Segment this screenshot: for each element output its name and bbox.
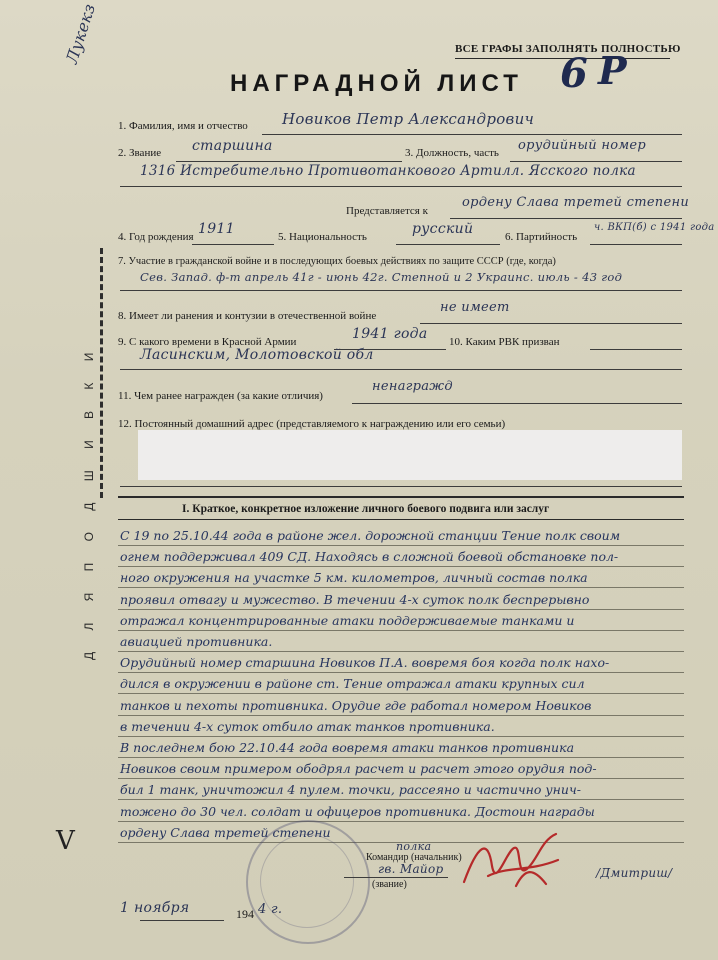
narrative-line: тожено до 30 чел. солдат и офицеров противника. Достоин награды [120, 803, 595, 819]
binding-dashed-line [100, 248, 103, 498]
date-value: 1 ноября [120, 900, 190, 916]
field-11-line [352, 403, 682, 404]
narrative-rule [118, 799, 684, 800]
narrative-rule [118, 609, 684, 610]
unit-line [120, 186, 682, 187]
represented-line [450, 218, 682, 219]
narrative-line: ордену Слава третей степени [120, 824, 331, 840]
narrative-line: ного окружения на участке 5 км. километров, личный состав полка [120, 570, 588, 586]
field-6-label: 6. Партийность [505, 231, 578, 243]
field-2-line [176, 161, 402, 162]
section-heading-rule [118, 519, 684, 520]
narrative-line: дился в окружении в районе ст. Тение отражал атаки крупных сил [120, 676, 585, 692]
field-6-value: ч. ВКП(б) с 1941 года [594, 222, 715, 233]
field-4-line [192, 244, 274, 245]
field-7-label: 7. Участие в гражданской войне и в последующих боевых действиях по защите СССР (где, когда) [118, 256, 556, 267]
field-9-value: 1941 года [352, 326, 428, 342]
narrative-line: танков и пехоты противника. Орудие где работал номером Новиков [120, 697, 592, 713]
year-prefix: 194 [236, 907, 254, 921]
fill-all-note: ВСЕ ГРАФЫ ЗАПОЛНЯТЬ ПОЛНОСТЬЮ [455, 43, 681, 55]
corner-letter: Р [598, 48, 627, 93]
field-8-value: не имеет [440, 300, 510, 315]
field-2-label: 2. Звание [118, 147, 162, 159]
margin-handwriting: Лукекз [62, 1, 100, 66]
field-9-label: 9. С какого времени в Красной Армии [118, 336, 297, 348]
narrative-rule [118, 672, 684, 673]
field-10-line-b [120, 369, 682, 370]
narrative-line: авиацией противника. [120, 634, 273, 649]
check-mark: V [56, 826, 76, 856]
narrative-line: Орудийный номер старшина Новиков П.А. вовремя боя когда полк нахо- [120, 655, 610, 671]
narrative-line: в течении 4-х суток отбило атак танков противника. [120, 718, 495, 734]
field-1-label: 1. Фамилия, имя и отчество [118, 120, 248, 132]
rank-line [344, 877, 448, 878]
narrative-rule [118, 821, 684, 822]
redacted-address [138, 430, 682, 480]
field-4-value: 1911 [198, 221, 235, 237]
commander-label: Командир (начальник) [366, 852, 462, 863]
narrative-line: Новиков своим примером ободрял расчет и расчет этого орудия под- [120, 761, 597, 777]
binding-margin-label: Д Л Я П О Д Ш И В К И [82, 343, 96, 660]
represented-value: ордену Слава третей степени [462, 195, 690, 210]
narrative-rule [118, 630, 684, 631]
field-10-line-a [590, 349, 682, 350]
field-2-value: старшина [192, 138, 273, 154]
field-10-value: Ласинским, Молотовской обл [140, 347, 374, 363]
narrative-rule [118, 545, 684, 546]
field-7-value: Сев. Запад. ф-т апрель 41г - июнь 42г. Степной и 2 Украинс. июль - 43 год [140, 270, 623, 284]
page-title: НАГРАДНОЙ ЛИСТ [230, 70, 523, 97]
field-8-line [420, 323, 682, 324]
commander-value: полка [396, 840, 432, 853]
red-signature [458, 826, 568, 898]
field-3-value: орудийный номер [518, 138, 647, 153]
field-6-line [590, 244, 682, 245]
narrative-line: В последнем бою 22.10.44 года вовремя атаки танков противника [120, 740, 575, 755]
field-5-label: 5. Национальность [278, 231, 367, 243]
field-3-line [510, 161, 682, 162]
represented-label: Представляется к [346, 205, 428, 217]
narrative-rule [118, 778, 684, 779]
narrative-rule [118, 736, 684, 737]
section-top-rule [118, 496, 684, 498]
narrative-line: проявил отвагу и мужество. В течении 4-х суток полк беспрерывно [120, 591, 590, 607]
rank-label: (звание) [372, 879, 407, 890]
field-5-value: русский [412, 221, 474, 237]
year-suffix: 4 г. [258, 902, 283, 917]
narrative-rule [118, 651, 684, 652]
field-7-line [120, 290, 682, 291]
corner-number: 6 [560, 50, 588, 97]
commander-name: /Дмитриш/ [596, 866, 673, 880]
field-10-label: 10. Каким РВК призван [449, 336, 560, 348]
field-1-value: Новиков Петр Александрович [282, 110, 535, 128]
narrative-rule [118, 587, 684, 588]
field-5-line [396, 244, 500, 245]
narrative-rule [118, 757, 684, 758]
field-11-label: 11. Чем ранее награжден (за какие отличия) [118, 390, 323, 402]
narrative-rule [118, 715, 684, 716]
narrative-line: огнем поддерживал 409 СД. Находясь в сложной боевой обстановке пол- [120, 549, 619, 565]
narrative-line: отражал концентрированные атаки поддерживаемые танками и [120, 612, 575, 628]
field-12-label: 12. Постоянный домашний адрес (представляемого к награждению или его семьи) [118, 418, 506, 430]
field-1-line [262, 134, 682, 135]
field-3-label: 3. Должность, часть [405, 147, 499, 159]
field-11-value: ненагражд [372, 379, 453, 394]
unit-value: 1316 Истребительно Противотанкового Артилл. Ясского полка [140, 163, 636, 179]
field-4-label: 4. Год рождения [118, 231, 194, 243]
field-8-label: 8. Имеет ли ранения и контузии в отечественной войне [118, 310, 377, 322]
narrative-rule [118, 693, 684, 694]
field-12-line [120, 486, 682, 487]
section-heading: I. Краткое, конкретное изложение личного боевого подвига или заслуг [182, 503, 550, 515]
narrative-line: С 19 по 25.10.44 года в районе жел. дорожной станции Тение полк своим [120, 528, 621, 543]
date-line [140, 920, 224, 921]
narrative-line: бил 1 танк, уничтожил 4 пулем. точки, рассеяно и частично унич- [120, 782, 581, 798]
narrative-rule [118, 566, 684, 567]
rank-value: гв. Майор [378, 862, 444, 876]
